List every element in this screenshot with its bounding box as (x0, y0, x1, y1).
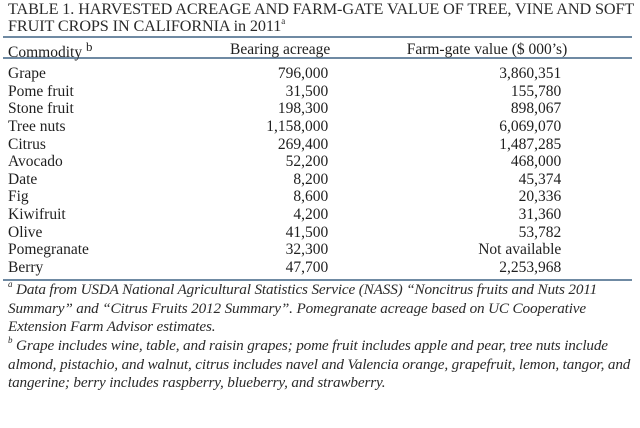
cell-commodity: Pomegranate (8, 241, 89, 259)
cell-commodity: Tree nuts (8, 117, 66, 135)
cell-commodity: Olive (8, 223, 43, 241)
table-row (8, 136, 561, 154)
table-row (8, 153, 561, 171)
cell-value: 53,782 (518, 223, 562, 241)
cell-acreage: 4,200 (293, 205, 329, 223)
cell-value: 45,374 (518, 170, 562, 188)
table-row (8, 241, 561, 259)
cell-commodity: Grape (8, 65, 46, 83)
cell-value: Not available (478, 241, 562, 259)
table-row (8, 83, 561, 101)
table-row (8, 259, 561, 277)
cell-commodity: Date (8, 170, 38, 188)
cell-commodity: Fig (8, 188, 29, 206)
footnote-b-text: Grape includes wine, table, and raisin grapes; pome fruit includes apple and pear, tree nuts include almond, pistachio, and walnut, citrus includes navel and Valencia orange, grapefruit, lemon, tangor, and tangerine; berry includes raspberry, blueberry, and strawberry. (8, 337, 631, 391)
table-title (8, 1, 638, 35)
cell-acreage: 8,200 (293, 170, 329, 188)
table-row (8, 63, 561, 83)
cell-value: 3,860,351 (499, 65, 562, 83)
table-title-text: TABLE 1. HARVESTED ACREAGE AND FARM-GATE VALUE OF TREE, VINE AND SOFT FRUIT CROPS IN CALIFORNIA in 2011 (8, 0, 634, 35)
cell-acreage: 1,158,000 (266, 117, 329, 135)
column-header-acreage: Bearing acreage (230, 41, 331, 59)
cell-value: 20,336 (518, 188, 562, 206)
table-row (8, 188, 561, 206)
table-row (8, 171, 561, 189)
cell-commodity: Avocado (8, 153, 63, 171)
cell-acreage: 31,500 (285, 82, 329, 100)
cell-acreage: 41,500 (285, 223, 329, 241)
cell-commodity: Stone fruit (8, 100, 74, 118)
commodity-footnote-marker: b (85, 39, 93, 54)
table-row (8, 118, 561, 136)
cell-commodity: Citrus (8, 135, 46, 153)
cell-value: 898,067 (510, 100, 562, 118)
cell-commodity: Berry (8, 258, 44, 276)
cell-value: 1,487,285 (499, 135, 562, 153)
cell-value: 155,780 (510, 82, 562, 100)
table-row (8, 206, 561, 224)
crop-table (8, 37, 568, 276)
cell-value: 6,069,070 (499, 117, 562, 135)
cell-acreage: 8,600 (293, 188, 329, 206)
cell-value: 468,000 (510, 153, 562, 171)
table-row (8, 100, 561, 118)
cell-commodity: Pome fruit (8, 82, 74, 100)
title-footnote-marker: a (281, 15, 286, 26)
footnote-marker-a: a (8, 278, 13, 289)
footnote-marker-b: b (8, 334, 13, 345)
cell-acreage: 47,700 (285, 258, 329, 276)
header-row (8, 37, 561, 63)
table-row (8, 224, 561, 242)
footnote-a-text: Data from USDA National Agricultural Statistics Service (NASS) “Noncitrus fruits and Nuts 2011 Summary” and “Citrus Fruits 2012 Summary”. Pomegranate acreage based on UC Cooperative Extension Farm Advisor estimates. (8, 281, 598, 335)
cell-acreage: 32,300 (285, 241, 329, 259)
column-header-value: Farm-gate value ($ 000’s) (406, 41, 568, 59)
cell-acreage: 269,400 (277, 135, 329, 153)
cell-acreage: 52,200 (285, 153, 329, 171)
cell-acreage: 198,300 (277, 100, 329, 118)
cell-commodity: Kiwifruit (8, 205, 66, 223)
footnote-a (8, 278, 633, 337)
column-header-commodity: Commodity $^b$ (8, 39, 93, 62)
cell-value: 31,360 (518, 205, 562, 223)
cell-acreage: 796,000 (277, 65, 329, 83)
cell-value: 2,253,968 (499, 258, 562, 276)
footnote-b (8, 334, 633, 393)
